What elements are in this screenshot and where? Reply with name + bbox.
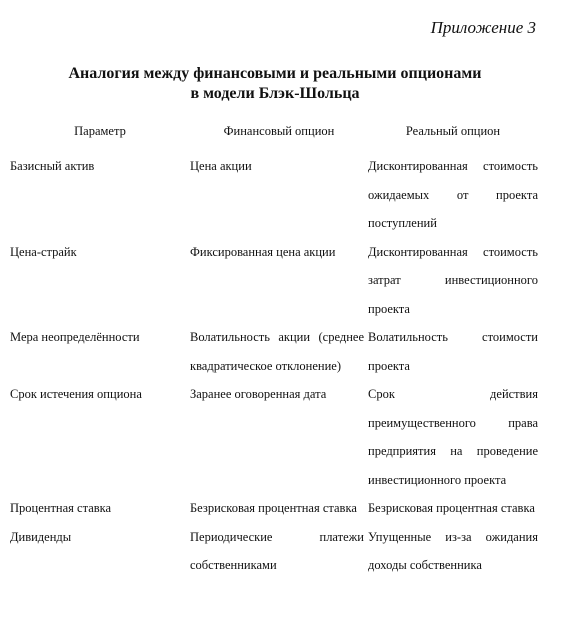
cell-parameter: Цена-страйк bbox=[10, 244, 77, 259]
table-row bbox=[10, 152, 538, 238]
table-row bbox=[10, 494, 538, 523]
cell-real: Упущенные из-за ожидания доходы собственника bbox=[368, 529, 538, 572]
cell-financial: Волатильность акции (среднее квадратическое отклонение) bbox=[190, 330, 364, 373]
cell-financial: Цена акции bbox=[190, 159, 252, 173]
cell-financial: Фиксированная цена акции bbox=[190, 244, 336, 259]
cell-real: Дисконтированная стоимость затрат инвестиционного проекта bbox=[368, 244, 538, 316]
cell-parameter: Базисный актив bbox=[10, 159, 95, 173]
document-title bbox=[0, 64, 550, 104]
appendix-label: Приложение 3 bbox=[430, 18, 536, 37]
cell-real: Безрисковая процентная ставка bbox=[368, 501, 535, 515]
cell-financial: Заранее оговоренная дата bbox=[190, 387, 327, 401]
cell-parameter: Срок истечения опциона bbox=[10, 387, 142, 401]
table-header-row bbox=[10, 122, 538, 152]
cell-parameter: Мера неопределённости bbox=[10, 330, 140, 344]
cell-real: Дисконтированная стоимость ожидаемых от проекта поступлений bbox=[368, 159, 538, 230]
cell-real: Срок действия преимущественного права предприятия на проведение инвестиционного проекта bbox=[368, 387, 538, 487]
title-line-2: в модели Блэк-Шольца bbox=[190, 85, 360, 102]
table-row bbox=[10, 380, 538, 494]
title-line-1: Аналогия между финансовыми и реальными опционами bbox=[68, 65, 482, 82]
table-row bbox=[10, 323, 538, 380]
header-financial-option: Финансовый опцион bbox=[223, 124, 335, 138]
cell-parameter: Дивиденды bbox=[10, 529, 72, 544]
header-real-option: Реальный опцион bbox=[405, 124, 501, 138]
analogy-table bbox=[10, 122, 538, 580]
cell-parameter: Процентная ставка bbox=[10, 501, 112, 515]
table-row bbox=[10, 238, 538, 324]
cell-financial: Безрисковая процентная ставка bbox=[190, 501, 357, 515]
table-row bbox=[10, 523, 538, 580]
header-parameter: Параметр bbox=[74, 124, 126, 138]
cell-financial: Периодические платежи собственниками bbox=[190, 529, 364, 572]
cell-real: Волатильность стоимости проекта bbox=[368, 330, 538, 373]
